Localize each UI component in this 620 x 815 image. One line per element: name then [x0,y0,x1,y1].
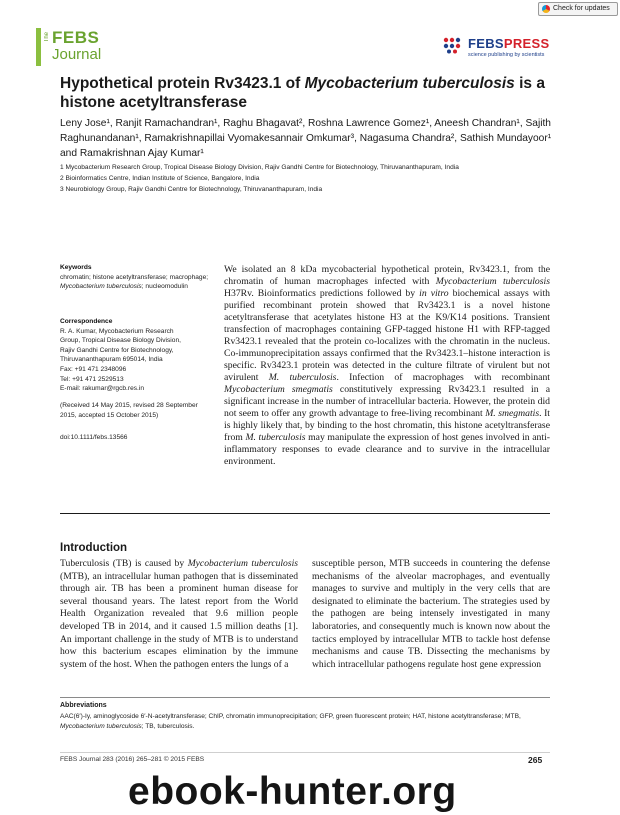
author-list: Leny Jose¹, Ranjit Ramachandran¹, Raghu Bhagavat², Roshna Lawrence Gomez¹, Aneesh Chandran¹, Sajith Raghunandanan¹, Ramakrishnapillai Vyomakesannair Omkumar³, Nagasuma Chandra², Sathish Mundayoor¹ and Ramakrishnan Ajay Kumar¹ [60,118,552,159]
correspondence-line: Group, Tropical Disease Biology Division, [60,337,181,345]
abbr-italic: Mycobacterium tuberculosis [60,722,142,730]
check-for-updates-label: Check for updates [553,5,610,12]
correspondence-line: Rajiv Gandhi Centre for Biotechnology, [60,346,174,354]
page-number: 265 [528,755,543,765]
intro-text: Tuberculosis (TB) is caused by [60,558,188,569]
journal-logo-journal: Journal [52,46,102,63]
abstract-italic: in vitro [419,288,449,299]
affiliation-3: 3 Neurobiology Group, Rajiv Gandhi Centre for Biotechnology, Thiruvananthapuram, India [60,186,323,193]
keywords-a: chromatin; histone acetyltransferase; macrophage; [60,273,209,281]
abstract-italic: M. smegmatis [485,408,540,419]
abstract-italic: Mycobacterium tuberculosis [435,276,550,287]
introduction-column-1 [60,558,298,671]
correspondence-email[interactable]: E-mail: rakumar@rgcb.res.in [60,385,145,393]
doi-link[interactable]: doi:10.1111/febs.13566 [60,434,128,441]
abstract-text: . Infection of macrophages with recombinant [336,372,550,383]
article-title [60,74,560,112]
correspondence-tel: Tel: +91 471 2529513 [60,375,124,383]
correspondence-line: Thiruvananthapuram 695014, India [60,356,163,364]
affiliations [60,162,560,195]
correspondence-heading: Correspondence [60,318,113,325]
abstract-text: biochemical assays with purified recombinant protein showed that Rv3423.1 is a novel histone acetyltransferase that acetylates histone H3 at the K9/K14 positions. Transient transfection of macrophages containing GFP-tagged histone H1 with RFP-tagged Rv3423.1 revealed that the protein co-localizes with the chromatin in the nucleus. Co-immunoprecipitation assays confirmed that the Rv3423.1–histone interaction is specific. Rv3423.1 protein was detected in the culture filtrate of virulent but not avirulent [224,288,550,383]
affiliation-2: 2 Bioinformatics Centre, Indian Institute of Science, Bangalore, India [60,175,260,182]
abstract-text: may manipulate the expression of host genes involved in anti-inflammatory responses to evade clearance and to survive in the intracellular environment. [224,432,550,467]
abbreviations-divider [60,697,550,698]
febs-press-name [468,36,549,51]
abstract-text: . It is highly likely that, by binding to the host chromatin, this histone acetyltransferase from [224,408,550,443]
abstract-text: We isolated an 8 kDa mycobacterial hypothetical protein, Rv3423.1, from the chromatin of human macrophages infected with [224,264,550,287]
press-press: PRESS [503,36,550,51]
received-dates: (Received 14 May 2015, revised 28 September 2015, accepted 15 October 2015) [60,402,198,419]
intro-italic: Mycobacterium tuberculosis [187,558,298,569]
keywords-heading: Keywords [60,264,92,271]
introduction-column-2: susceptible person, MTB succeeds in countering the defense mechanisms of the alveolar macrophages, and eventually manages to survive and multiply in the very cells that are designated to eliminate the bacterium. The strategies used by the pathogen are being intensely investigated in many laboratories, and consequently much is known now about the tactics employed by intracellular MTB to tackle host defense mechanisms and cause TB. Dissecting the mechanisms by which intracellular pathogens regulate host gene expression [312,558,550,670]
keywords-text [60,273,210,292]
footer-divider [60,752,550,753]
journal-logo-the: The [44,32,50,43]
correspondence-block [60,317,210,394]
introduction-heading: Introduction [60,542,128,554]
correspondence-fax: Fax: +91 471 2348096 [60,365,127,373]
abstract [224,264,550,468]
correspondence-line: R. A. Kumar, Mycobacterium Research [60,327,174,335]
keywords-block [60,263,210,292]
title-part1: Hypothetical protein Rv3423.1 of [60,75,305,92]
abstract-text: H37Rv. Bioinformatics predictions followed by [224,288,420,299]
check-for-updates-badge[interactable] [538,2,618,16]
abbreviations-text [60,712,550,732]
keywords-b: ; nucleomodulin [141,283,188,291]
journal-logo-bar [36,28,41,66]
abbreviations-heading: Abbreviations [60,702,107,709]
keywords-italic: Mycobacterium tuberculosis [60,283,142,291]
intro-text: (MTB), an intracellular human pathogen that is disseminated through air. TB has been a prominent human disease for several thousand years. The latest report from the World Health Organization revealed that 9.6 million people developed TB in 2014, and it caused 1.5 million deaths [1]. An important challenge in the study of MTB is to understand how this bacterium escapes elimination by the immune system of the host. When the pathogen enters the lungs of a [60,570,298,670]
watermark: ebook-hunter.org [128,770,457,813]
press-febs: FEBS [468,36,504,51]
febs-press-logo-icon [442,36,464,54]
section-divider [60,513,550,514]
abstract-italic: M. tuberculosis [245,432,306,443]
abbr-text: ; TB, tuberculosis. [141,722,195,730]
affiliation-1: 1 Mycobacterium Research Group, Tropical Disease Biology Division, Rajiv Gandhi Centre for Biotechnology, Thiruvananthapuram, India [60,164,459,171]
abstract-italic: M. tuberculosis [268,372,337,383]
title-part2: is a histone acetyltransferase [60,75,545,111]
journal-logo-febs: FEBS [52,28,100,47]
febs-press-tagline: science publishing by scientists [468,52,545,58]
title-italic: Mycobacterium tuberculosis [304,75,515,92]
footer-citation: FEBS Journal 283 (2016) 265–281 © 2015 FEBS [60,756,205,763]
abbr-text: AAC(6′)-Iy, aminoglycoside 6′-N-acetyltransferase; ChIP, chromatin immunoprecipitation; GFP, green fluorescent protein; HAT, histone acetyltransferase; MTB, [60,713,521,720]
abstract-text: constitutively expressing Rv3423.1 resulted in a significant increase in the number of intracellular bacteria. However, the protein did not seem to offer any growth advantage to free-living recombinant [224,384,550,419]
crossmark-icon [542,5,550,13]
abstract-italic: Mycobacterium smegmatis [224,384,333,395]
